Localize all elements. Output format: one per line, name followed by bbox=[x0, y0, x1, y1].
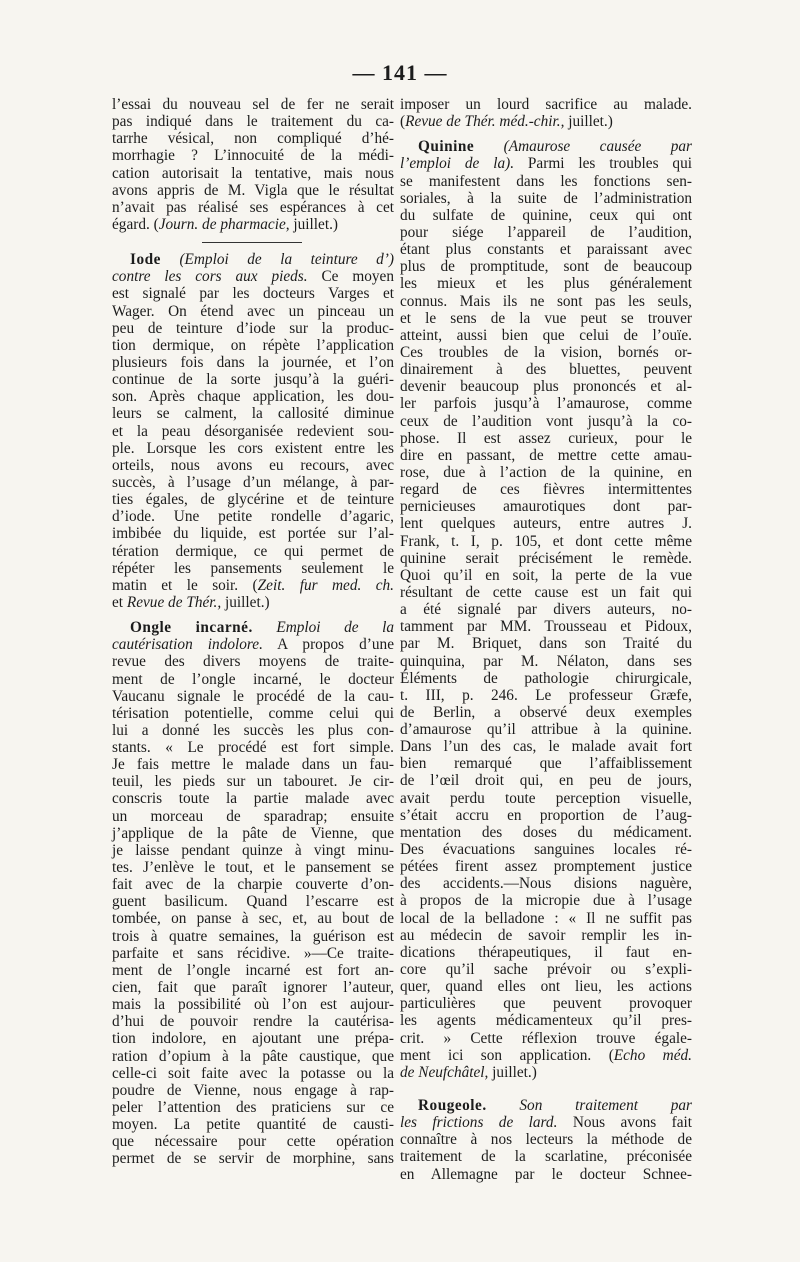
text-line: crit. » Cette réflexion trouve égale- bbox=[400, 1029, 692, 1047]
page-number: — 141 — bbox=[352, 60, 448, 85]
text-line: s’était accru en proportion de l’aug- bbox=[400, 806, 692, 824]
text-line: Des évacuations sanguines locales ré- bbox=[400, 841, 692, 859]
text-line: pernicieuses amaurotiques dont par- bbox=[400, 498, 692, 516]
article-heading: Ongle incarné. bbox=[130, 619, 253, 637]
text-line: ceux de l’audition vont jusqu’à la co- bbox=[400, 412, 692, 430]
text-line: ment de l’ongle incarné est fort an- bbox=[112, 961, 394, 979]
text-line: tération dermique, ce qui permet de bbox=[112, 542, 394, 560]
text-line: étant plus constants et paraissant avec bbox=[400, 241, 692, 259]
text-line: connus. Mais ils ne sont pas les seuls, bbox=[400, 292, 692, 310]
text-line: revue des divers moyens de traite- bbox=[112, 653, 394, 671]
text-line: imbibée du liquide, est portée sur l’al- bbox=[112, 525, 394, 543]
text-line: pas indiqué dans le traitement du ca- bbox=[112, 113, 394, 131]
article-quinine: Quinine (Amaurose causée par l’emploi de la). Parmi les troubles qui se manifestent dans les fonctions sen- soriales, à la suite de l’administration du sulfate de quinine, ceux qui ont pour siége l’appareil de l’audition, étant plus constants et paraissant avec plus de promptitude, sont de beaucoup les mieux et les plus généralement connus. Mais ils ne sont pas les seuls, et le sens de la vue peut se trouver atteint, aussi bien que celui de l’ouïe. Ces troubles de la vision, bornés or- dinairement à des bluettes, peuvent devenir beaucoup plus prononcés et al- ler parfois jusqu’à l’amaurose, comme ceux de l’audition vont jusqu’à la co- phose. Il est assez curieux, pour le dire en passant, de mettre cette amau- rose, due à l’action de la quinine, en regard de ces fièvres intermittentes pernicieuses amaurotiques dont par- lent quelques auteurs, entre autres J. Frank, t. I, p. 105, et dont cette même quinine serait précisément le remède. Quoi qu’il en soit, la perte de la vue résultant de cette cause est un fait qui a été signalé par divers auteurs, no- tamment par MM. Trousseau et Pidoux, par M. Briquet, dans son Traité du quinquina, par M. Nélaton, dans ses Éléments de pathologie chirurgicale, t. III, p. 246. Le professeur Græfe, de Berlin, a observé deux exemples d’amaurose qu’il attribue à la quinine. Dans l’un des cas, le malade avait fort bien remarqué que l’affaiblissement de l’œil droit qui, en peu de jours, avait perdu toute perception visuelle, s’était accru en proportion de l’aug- mentation des doses du médicament. Des évacuations sanguines locales ré- pétées firent assez promptement justice des accidents.—Nous disions naguère, à propos de la micropie due à l’usage local de la belladone : « Il ne suffit pas au médecin de savoir remplir les in- dications thérapeutiques, il faut en- core qu’il sache prévoir ou s’expli- quer, quand elles ont lieu, les actions particulières que peuvent provoquer les agents médicamenteux qu’il pres- crit. » Cette réflexion trouve égale- ment ici son application. (Echo méd. de Neufchâtel, juillet.) bbox=[400, 138, 692, 1081]
text-line: quinine serait précisément le remède. bbox=[400, 549, 692, 567]
text-line: Dans l’un des cas, le malade avait fort bbox=[400, 738, 692, 756]
text-line: Ces troubles de la vision, bornés or- bbox=[400, 343, 692, 361]
text-line: particulières que peuvent provoquer bbox=[400, 995, 692, 1013]
text-line: avons appris de M. Vigla que le résultat bbox=[112, 181, 394, 199]
text-line: plus de promptitude, sont de beaucoup bbox=[400, 258, 692, 276]
text-line: des accidents.—Nous disions naguère, bbox=[400, 875, 692, 893]
text-line: de l’œil droit qui, en peu de jours, bbox=[400, 772, 692, 790]
text-line: tarrhe vésical, non compliqué d’hé- bbox=[112, 130, 394, 148]
text-line: cien, fait que paraît ignorer l’auteur, bbox=[112, 979, 394, 997]
text-line: regard de ces fièvres intermittentes bbox=[400, 481, 692, 499]
text-line: cation autorisait la tentative, mais nous bbox=[112, 164, 394, 182]
text-line: permet de se servir de morphine, sans bbox=[112, 1150, 394, 1168]
text-line: parfaite et sans récidive. »—Ce traite- bbox=[112, 944, 394, 962]
paragraph-intro bbox=[112, 96, 394, 216]
text-line: imposer un lourd sacrifice au malade. bbox=[400, 96, 692, 113]
text-line: atteint, aussi bien que celui de l’ouïe. bbox=[400, 326, 692, 344]
text-line: ties égales, de glycérine et de teinture bbox=[112, 491, 394, 509]
paragraph-continued bbox=[400, 96, 692, 113]
text-line: tion indolore, en ajoutant une prépa- bbox=[112, 1030, 394, 1048]
article-ongle-incarne: Ongle incarné. Emploi de la cautérisation indolore. A propos d’une revue des divers moyens de traite- ment de l’ongle incarné, le docteur Vaucanu signale le procédé de la cau- térisation potentielle, comme celui qui lui a donné les succès les plus con- stants. « Le procédé est fort simple. Je fais mettre le malade dans un fau- teuil, les pieds sur un tabouret. Je cir- conscris toute la partie malade avec un morceau de sparadrap; ensuite j’applique de la pâte de Vienne, que je laisse pendant quinze à vingt minu- tes. J’enlève le tout, et le pansement se fait avec de la charpie couverte d’on- guent basilicum. Quand l’escarre est tombée, on panse à sec, et, au bout de trois à quatre semaines, la guérison est parfaite et sans récidive. »—Ce traite- ment de l’ongle incarné est fort an- cien, fait que paraît ignorer l’auteur, mais la possibilité où l’on est aujour- d’hui de pouvoir rendre la cautérisa- tion indolore, en ajoutant une prépa- ration d’opium à la pâte caustique, que celle-ci soit faite avec la potasse ou la poudre de Vienne, nous engage à rap- peler l’attention des praticiens sur ce moyen. La petite quantité de causti- que nécessaire pour cette opération permet de se servir de morphine, sans bbox=[112, 619, 395, 1168]
text-line: est signalé par les docteurs Varges et bbox=[112, 285, 394, 303]
text-line: core qu’il sache prévoir ou s’expli- bbox=[400, 961, 692, 979]
text-line: du sulfate de quinine, ceux qui ont bbox=[400, 206, 692, 224]
text-line: térisation potentielle, comme celui qui bbox=[112, 704, 394, 722]
text-line: quinquina, par M. Nélaton, dans ses bbox=[400, 652, 692, 670]
text-line: local de la belladone : « Il ne suffit pas bbox=[400, 909, 692, 927]
section-divider bbox=[112, 233, 394, 251]
text-line: stants. « Le procédé est fort simple. bbox=[112, 739, 394, 757]
text-line: peler l’attention des praticiens sur ce bbox=[112, 1099, 394, 1117]
text-line: et le sens de la vue peut se trouver bbox=[400, 309, 692, 327]
text-line: par M. Briquet, dans son Traité du bbox=[400, 635, 692, 653]
text-line: plusieurs fois dans la journée, et l’on bbox=[112, 353, 394, 371]
text-line: pour siége l’appareil de l’audition, bbox=[400, 223, 692, 241]
text-line: son. Après chaque application, les dou- bbox=[112, 388, 394, 406]
text-line: d’hui de pouvoir rendre la cautérisa- bbox=[112, 1013, 394, 1031]
text-line: Je fais mettre le malade dans un fau- bbox=[112, 756, 394, 774]
text-line: Wager. On étend avec un pinceau un bbox=[112, 302, 394, 320]
text-line: dire en passant, de mettre cette amau- bbox=[400, 446, 692, 464]
text-line: trois à quatre semaines, la guérison est bbox=[112, 927, 394, 945]
article-heading: Iode bbox=[130, 251, 161, 269]
text-line: j’applique de la pâte de Vienne, que bbox=[112, 824, 394, 842]
text-line: rose, due à l’action de la quinine, en bbox=[400, 463, 692, 481]
text-line: Quoi qu’il en soit, la perte de la vue bbox=[400, 566, 692, 584]
article-rougeole: Rougeole. Son traitement par les frictions de lard. Nous avons fait connaître à nos lecteurs la méthode de traitement de la scarlatine, préconisée en Allemagne par le docteur Schnee- bbox=[400, 1097, 692, 1183]
text-line: d’iode. Une petite rondelle d’agaric, bbox=[112, 508, 394, 526]
text-line: orteils, nous avons eu recours, avec bbox=[112, 456, 394, 474]
text-line: bien remarqué que l’affaiblissement bbox=[400, 755, 692, 773]
text-line: moyen. La petite quantité de causti- bbox=[112, 1116, 394, 1134]
article-body bbox=[400, 1131, 692, 1182]
article-citation: et Revue de Thér., juillet.) bbox=[112, 593, 270, 611]
text-line: ler parfois jusqu’à l’amaurose, comme bbox=[400, 395, 692, 413]
text-line: et la peau désorganisée redevient sou- bbox=[112, 422, 394, 440]
text-line: peu de teinture d’iode sur la produc- bbox=[112, 319, 394, 337]
text-line: de Berlin, a observé deux exemples bbox=[400, 703, 692, 721]
right-column bbox=[400, 96, 692, 1183]
article-heading: Rougeole. bbox=[418, 1097, 487, 1115]
text-line: t. III, p. 246. Le professeur Græfe, bbox=[400, 686, 692, 704]
text-line: que nécessaire pour cette opération bbox=[112, 1133, 394, 1151]
text-line: n’avait pas réalisé ses espérances à cet bbox=[112, 198, 394, 216]
text-line: mais la possibilité où l’on est aujour- bbox=[112, 996, 394, 1014]
text-line: ment de l’ongle incarné, le docteur bbox=[112, 670, 394, 688]
text-line: tion dermique, on répète l’application bbox=[112, 336, 394, 354]
text-line: tes. J’enlève le tout, et le pansement se bbox=[112, 859, 394, 877]
text-line: ration d’opium à la pâte caustique, que bbox=[112, 1047, 394, 1065]
text-line: lent quelques auteurs, entre autres J. bbox=[400, 515, 692, 533]
article-body bbox=[112, 653, 394, 1167]
text-line: guent basilicum. Quand l’escarre est bbox=[112, 893, 394, 911]
text-line: à propos de la micropie due à l’usage bbox=[400, 892, 692, 910]
text-line: poudre de Vienne, nous engage à rap- bbox=[112, 1081, 394, 1099]
text-line: l’essai du nouveau sel de fer ne serait bbox=[112, 96, 394, 113]
text-line: succès, à l’usage d’un mélange, à par- bbox=[112, 473, 394, 491]
text-line: Frank, t. I, p. 105, et dont cette même bbox=[400, 532, 692, 550]
text-line: tombée, on panse à sec, et, au bout de bbox=[112, 910, 394, 928]
text-line: d’amaurose qu’il attribue à la quinine. bbox=[400, 721, 692, 739]
text-line: répéter les pansements seulement le bbox=[112, 559, 394, 577]
text-line: les agents médicamenteux qu’il pres- bbox=[400, 1012, 692, 1030]
article-citation: de Neufchâtel, juillet.) bbox=[400, 1063, 537, 1081]
text-line: fait avec de la charpie couverte d’on- bbox=[112, 876, 394, 894]
text-line: lui a donné les succès les plus con- bbox=[112, 721, 394, 739]
text-line: en Allemagne par le docteur Schnee- bbox=[400, 1165, 692, 1183]
text-line: morrhagie ? L’innocuité de la médi- bbox=[112, 147, 394, 165]
text-line: se manifestent dans les fonctions sen- bbox=[400, 172, 692, 190]
article-body bbox=[112, 285, 394, 576]
text-line: ment ici son application. (Echo méd. bbox=[400, 1046, 692, 1064]
left-column bbox=[112, 96, 394, 1168]
text-line: connaître à nos lecteurs la méthode de bbox=[400, 1131, 692, 1149]
text-line: quer, quand elles ont lieu, les actions bbox=[400, 978, 692, 996]
text-line: teuil, les pieds sur un tabouret. Je cir- bbox=[112, 773, 394, 791]
paragraph-continued-citation: (Revue de Thér. méd.-chir., juillet.) bbox=[400, 113, 613, 131]
article-body bbox=[400, 173, 692, 1064]
text-line: tamment par MM. Trousseau et Pidoux, bbox=[400, 618, 692, 636]
article-heading: Quinine bbox=[418, 138, 475, 156]
text-line: soriales, à la suite de l’administration bbox=[400, 189, 692, 207]
text-line: traitement de la scarlatine, préconisée bbox=[400, 1148, 692, 1166]
text-line: conscris toute la partie malade avec bbox=[112, 790, 394, 808]
text-line: les mieux et les plus généralement bbox=[400, 275, 692, 293]
text-line: Vaucanu signale le procédé de la cau- bbox=[112, 687, 394, 705]
text-line: un morceau de sparadrap; ensuite bbox=[112, 807, 394, 825]
text-line: avait perdu toute perception visuelle, bbox=[400, 789, 692, 807]
text-line: a été signalé par divers auteurs, no- bbox=[400, 601, 692, 619]
text-line: je laisse pendant quinze à vingt minu- bbox=[112, 841, 394, 859]
text-line: dications thérapeutiques, il faut en- bbox=[400, 943, 692, 961]
text-line: au médecin de savoir remplir les in- bbox=[400, 926, 692, 944]
text-line: devenir beaucoup plus prononcés et al- bbox=[400, 378, 692, 396]
text-line: résultant de cette cause est un fait qui bbox=[400, 583, 692, 601]
text-line: mentation des doses du médicament. bbox=[400, 823, 692, 841]
text-line: celle-ci soit faite avec la potasse ou la bbox=[112, 1064, 394, 1082]
text-line: pétées firent assez promptement justice bbox=[400, 858, 692, 876]
text-line: ple. Lorsque les cors existent entre les bbox=[112, 439, 394, 457]
article-iode: Iode (Emploi de la teinture d’) contre les cors aux pieds. Ce moyen est signalé par les docteurs Varges et Wager. On étend avec un pinceau un peu de teinture d’iode sur la produc- tion dermique, on répète l’application plusieurs fois dans la journée, et l’on continue de la sorte jusqu’à la guéri- son. Après chaque application, les dou- leurs se calment, la callosité diminue et la peau désorganisée redevient sou- ple. Lorsque les cors existent entre les orteils, nous avons eu recours, avec succès, à l’usage d’un mélange, à par- ties égales, de glycérine et de teinture d’iode. Une petite rondelle d’agaric, imbibée du liquide, est portée sur l’al- tération dermique, ce qui permet de répéter les pansements seulement le matin et le soir. (Zeit. fur med. ch. et Revue de Thér., juillet.) bbox=[112, 251, 394, 611]
text-line: phose. Il est assez curieux, pour le bbox=[400, 429, 692, 447]
text-line: continue de la sorte jusqu’à la guéri- bbox=[112, 371, 394, 389]
paragraph-intro-citation: égard. (Journ. de pharmacie, juillet.) bbox=[112, 215, 339, 233]
text-line: dinairement à des bluettes, peuvent bbox=[400, 361, 692, 379]
text-line: Éléments de pathologie chirurgicale, bbox=[400, 669, 692, 687]
text-line: leurs se calment, la callosité diminue bbox=[112, 405, 394, 423]
